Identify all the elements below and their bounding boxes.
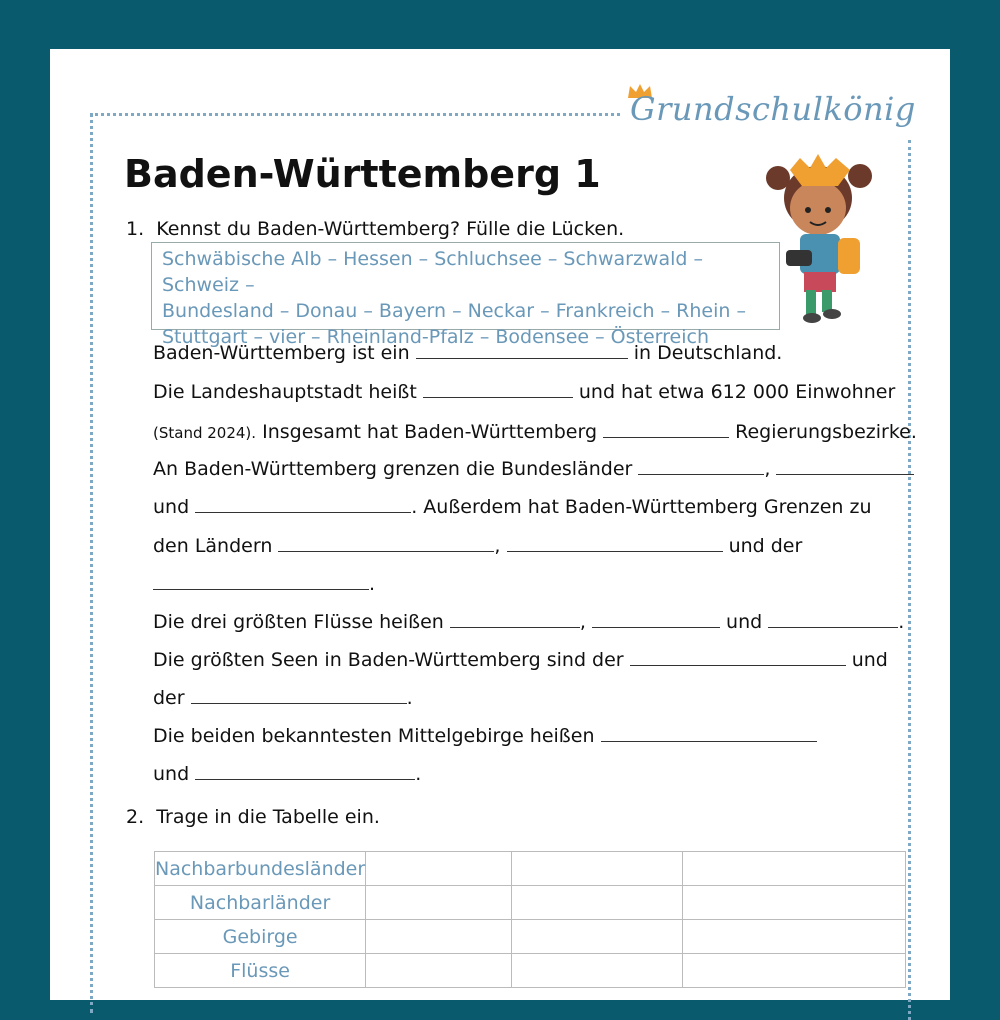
table-cell[interactable] [683,920,906,954]
sentence-5: und . Außerdem hat Baden-Württemberg Grenzen zu [153,496,872,518]
table-cell[interactable] [683,886,906,920]
answer-table [154,851,906,988]
page-title: Baden-Württemberg 1 [124,152,601,196]
task-1-number: 1. [126,218,145,240]
table-row [155,886,906,920]
blank-see-1[interactable] [630,651,846,666]
border-left [90,113,93,1013]
sentence-4: An Baden-Württemberg grenzen die Bundesländer , [153,458,914,480]
sentence-1: Baden-Württemberg ist ein in Deutschland. [153,342,783,364]
word-bank-line-1: Schwäbische Alb – Hessen – Schluchsee – Schwarzwald – Schweiz – [162,248,703,296]
row-label: Gebirge [155,920,366,954]
blank-bundesland[interactable] [416,344,628,359]
row-label: Nachbarbundesländer [155,852,366,886]
brand-logo: Grundschulkönig [630,90,916,128]
table-cell[interactable] [366,852,512,886]
row-label: Nachbarländer [155,886,366,920]
task-1-instruction: Kennst du Baden-Württemberg? Fülle die Lücken. [156,218,625,240]
blank-bundesland-3[interactable] [195,498,411,513]
table-row [155,852,906,886]
sentence-10: der . [153,687,413,709]
blank-bundesland-2[interactable] [776,460,914,475]
sentence-12: und . [153,763,422,785]
table-cell[interactable] [366,954,512,988]
task-2-heading [126,806,380,828]
table-row [155,920,906,954]
blank-land-2[interactable] [507,537,723,552]
sentence-8: Die drei größten Flüsse heißen , und . [153,611,905,633]
task-2-number: 2. [126,806,145,828]
blank-gebirge-2[interactable] [195,765,415,780]
sentence-2: Die Landeshauptstadt heißt und hat etwa 612 000 Einwohner [153,381,896,403]
sentence-11: Die beiden bekanntesten Mittelgebirge heißen [153,725,817,747]
sentence-7: . [153,573,375,595]
table-cell[interactable] [366,920,512,954]
blank-hauptstadt[interactable] [423,383,573,398]
blank-fluss-1[interactable] [450,613,580,628]
border-top [90,113,620,116]
blank-land-1[interactable] [278,537,494,552]
task-1-heading [126,218,624,240]
blank-fluss-3[interactable] [768,613,898,628]
table-cell[interactable] [512,852,683,886]
table-cell[interactable] [512,920,683,954]
task-2-instruction: Trage in die Tabelle ein. [156,806,380,828]
table-cell[interactable] [683,852,906,886]
blank-regierungsbezirke[interactable] [603,423,729,438]
blank-land-3[interactable] [153,575,369,590]
row-label: Flüsse [155,954,366,988]
blank-fluss-2[interactable] [592,613,720,628]
word-bank [151,242,780,348]
blank-gebirge-1[interactable] [601,727,817,742]
sentence-6: den Ländern , und der [153,535,803,557]
border-right [908,140,911,1020]
table-cell[interactable] [366,886,512,920]
sentence-9: Die größten Seen in Baden-Württemberg sind der und [153,649,888,671]
table-cell[interactable] [683,954,906,988]
blank-bundesland-1[interactable] [638,460,764,475]
word-bank-line-2: Bundesland – Donau – Bayern – Neckar – Frankreich – Rhein – [162,300,746,322]
sentence-3: (Stand 2024). Insgesamt hat Baden-Württemberg Regierungsbezirke. [153,421,917,443]
table-cell[interactable] [512,954,683,988]
blank-see-2[interactable] [191,689,407,704]
table-row [155,954,906,988]
word-bank-line-3: Stuttgart – vier – Rheinland-Pfalz – Bodensee – Österreich [162,326,709,348]
table-cell[interactable] [512,886,683,920]
